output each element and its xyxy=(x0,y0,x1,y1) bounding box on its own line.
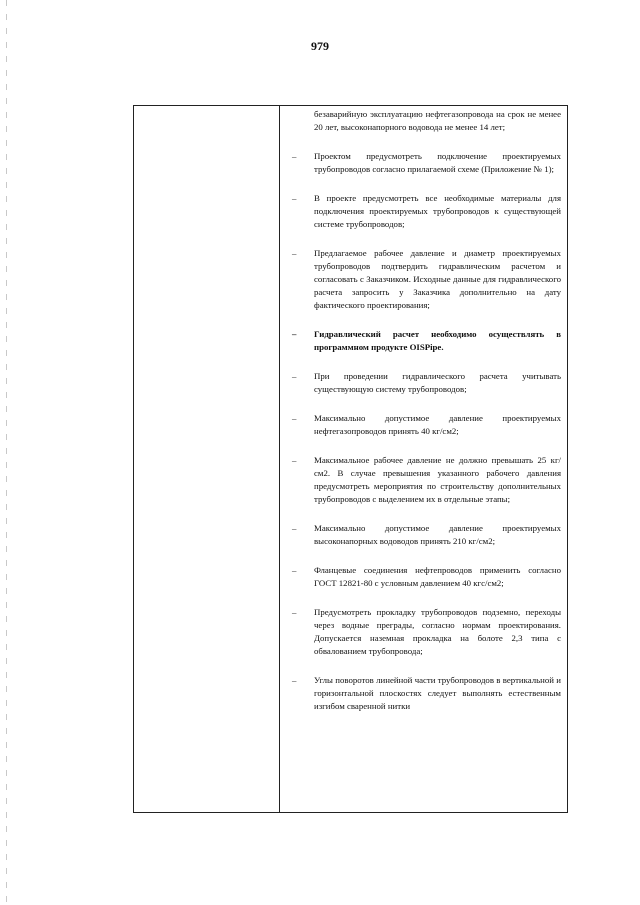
dash-bullet: – xyxy=(292,193,297,203)
dash-bullet: – xyxy=(292,413,297,423)
list-item-text: Предусмотреть прокладку трубопроводов подземно, переходы через водные преграды, согласно нормам проектирования. Допускается наземная прокладка на болоте 2,3 типа с обвалованием трубопровода; xyxy=(314,607,561,656)
list-item-text: Проектом предусмотреть подключение проектируемых трубопроводов согласно прилагаемой схеме (Приложение № 1); xyxy=(314,151,561,174)
table-right-column xyxy=(280,106,567,812)
list-item-text: Гидравлический расчет необходимо осуществлять в программном продукте OISPipe. xyxy=(314,329,561,352)
list-item xyxy=(288,412,561,438)
dash-bullet: – xyxy=(292,455,297,465)
dash-bullet: – xyxy=(292,607,297,617)
list-item xyxy=(288,454,561,506)
page-number: 979 xyxy=(311,39,329,53)
table-left-column xyxy=(134,106,279,812)
list-item-text: Углы поворотов линейной части трубопроводов в вертикальной и горизонтальной плоскостях следует выполнять естественным изгибом сваренной нитки xyxy=(314,675,561,711)
requirements-table xyxy=(133,105,568,813)
list-item xyxy=(288,247,561,312)
list-item xyxy=(288,606,561,658)
list-item xyxy=(288,370,561,396)
list-item xyxy=(288,192,561,231)
list-item-text: В проекте предусмотреть все необходимые материалы для подключения проектируемых трубопроводов к существующей системе трубопроводов; xyxy=(314,193,561,229)
list-item-bold xyxy=(288,328,561,354)
list-item-text: При проведении гидравлического расчета учитывать существующую систему трубопроводов; xyxy=(314,371,561,394)
list-item xyxy=(288,564,561,590)
list-item-text: Максимальное рабочее давление не должно превышать 25 кг/см2. В случае превышения указанного рабочего давления предусмотреть мероприятия по строительству дополнительных трубопроводов с выделением их в отдельные этапы; xyxy=(314,455,561,504)
dash-bullet: – xyxy=(292,329,297,339)
list-item xyxy=(288,150,561,176)
list-item xyxy=(288,674,561,713)
dash-bullet: – xyxy=(292,151,297,161)
scan-edge-mark xyxy=(6,0,7,905)
list-item-text: Максимально допустимое давление проектируемых нефтегазопроводов принять 40 кг/см2; xyxy=(314,413,561,436)
list-item-text: Предлагаемое рабочее давление и диаметр проектируемых трубопроводов подтвердить гидравлическим расчетом и согласовать с Заказчиком. Исходные данные для гидравлического расчета запросить у Заказчика дополнительно на дату фактического проектирования; xyxy=(314,248,561,310)
continued-paragraph: безаварийную эксплуатацию нефтегазопровода на срок не менее 20 лет, высоконапорного водовода не менее 14 лет; xyxy=(314,109,561,132)
dash-bullet: – xyxy=(292,371,297,381)
list-item xyxy=(288,522,561,548)
list-item-text: Максимально допустимое давление проектируемых высоконапорных водоводов принять 210 кг/см2; xyxy=(314,523,561,546)
dash-bullet: – xyxy=(292,248,297,258)
dash-bullet: – xyxy=(292,565,297,575)
dash-bullet: – xyxy=(292,523,297,533)
list-item-text: Фланцевые соединения нефтепроводов применить согласно ГОСТ 12821-80 с условным давлением 40 кгс/см2; xyxy=(314,565,561,588)
dash-bullet: – xyxy=(292,675,297,685)
